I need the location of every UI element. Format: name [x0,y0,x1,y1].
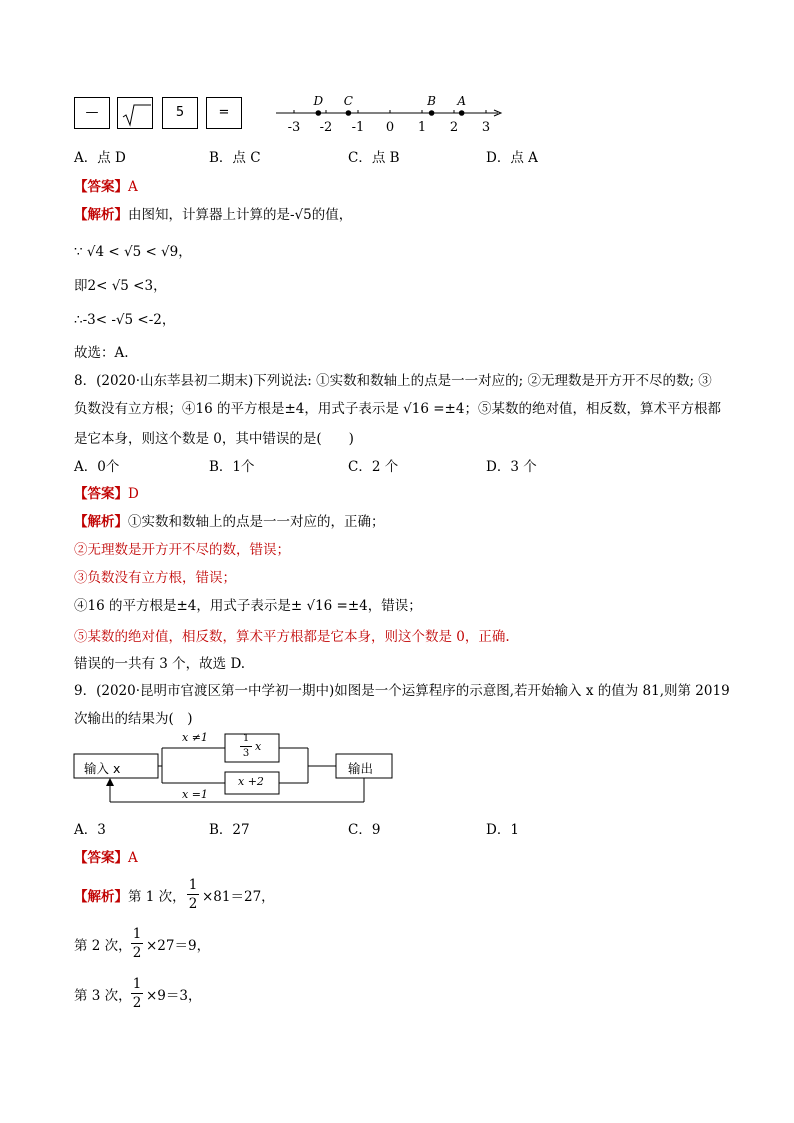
q8-options [74,455,574,475]
q8-option-b: B．1个 [209,459,255,475]
number-line-tick-label: 3 [481,120,491,132]
q8-analysis-line3: ③负数没有立方根，错误； [74,570,236,586]
number-line-tick-label: 1 [417,120,427,132]
q9-analysis-step1: 【解析】第 1 次， 1 2 ×81＝27， [74,877,275,912]
number-line-point-label: B [427,94,437,108]
q9-stem-line2: 次输出的结果为( ) [74,711,193,727]
number-line-point-a [459,110,465,116]
q8-analysis-line2: ②无理数是开方开不尽的数，错误； [74,542,290,558]
number-line [270,92,510,132]
q7-analysis-line4: ∴-3< -√5 <-2， [74,312,176,328]
q7-analysis-line2: ∵ √4 < √5 < √9， [74,244,192,260]
number-line-point-label: C [343,94,353,108]
flowchart-op-top-var: x [255,740,262,753]
q7-answer: 【答案】A [74,179,138,195]
q8-analysis-line6: 错误的一共有 3 个，故选 D. [74,656,246,672]
q9-option-c: C．9 [348,822,381,838]
number-line-point-c [346,110,352,116]
q7-analysis-line1: 【解析】由图知，计算器上计算的是-√5的值， [74,207,353,223]
q8-answer: 【答案】D [74,486,139,502]
number-line-tick-label: 2 [449,120,459,132]
number-line-tick-label: -2 [319,120,333,132]
q9-options [74,818,574,838]
flowchart-op-top-fraction: 1 3 [240,734,252,759]
q7-option-a: A．点 D [74,150,126,166]
step3-fraction: 1 2 [132,976,142,1011]
q8-analysis-line1: 【解析】①实数和数轴上的点是一一对应的，正确； [74,514,385,530]
calculator-key-5: 5 [162,97,198,129]
q7-option-b: B．点 C [209,150,261,166]
q7-analysis-line3: 即2< √5 <3， [74,278,167,294]
sqrt-key-icon [119,99,152,128]
calculator-key-equals: = [206,97,242,129]
number-line-point-b [429,110,435,116]
flowchart-op-bottom: x +2 [238,775,264,788]
number-line-point-label: D [313,94,324,108]
flowchart-cond-top: x ≠1 [182,731,208,744]
flowchart-input-label: 输入 x [84,761,121,776]
flowchart-output-label: 输出 [348,761,374,776]
number-line-point-d [316,110,322,116]
q9-flowchart [70,728,400,806]
q9-analysis-step2: 第 2 次， 1 2 ×27＝9， [74,926,211,961]
step1-fraction: 1 2 [188,877,198,912]
number-line-tick-label: 0 [385,120,395,132]
q7-options [74,146,574,166]
q9-stem-line1: 9．(2020·昆明市官渡区第一中学初一期中)如图是一个运算程序的示意图,若开始输入 x 的值为 81,则第 2019 [74,683,730,699]
q8-stem-line2: 负数没有立方根；④16 的平方根是±4，用式子表示是 √16 =±4；⑤某数的绝对值，相反数，算术平方根都 [74,401,721,417]
calculator-key-sqrt [117,97,153,129]
q7-option-c: C．点 B [348,150,400,166]
q8-analysis-line4: ④16 的平方根是±4，用式子表示是± √16 =±4，错误； [74,598,422,614]
number-line-point-label: A [457,94,467,108]
calculator-key-minus: — [74,97,110,129]
q7-analysis-line5: 故选：A. [74,345,129,361]
q9-option-a: A．3 [74,822,106,838]
q7-option-d: D．点 A [486,150,538,166]
q8-stem-line3: 是它本身，则这个数是 0，其中错误的是( ) [74,431,354,447]
q8-stem-line1: 8．(2020·山东莘县初二期末)下列说法: ①实数和数轴上的点是一一对应的; ②无理数是开方开不尽的数; ③ [74,373,712,389]
q9-option-d: D．1 [486,822,519,838]
q8-option-a: A．0个 [74,459,120,475]
q8-analysis-line5: ⑤某数的绝对值，相反数，算术平方根都是它本身，则这个数是 0，正确. [74,629,510,645]
step2-fraction: 1 2 [132,926,142,961]
number-line-tick-label: -3 [287,120,301,132]
flowchart-cond-bottom: x =1 [182,788,208,801]
q9-answer: 【答案】A [74,850,138,866]
q9-option-b: B．27 [209,822,250,838]
q9-analysis-step3: 第 3 次， 1 2 ×9＝3， [74,976,202,1011]
number-line-tick-label: -1 [351,120,365,132]
q8-option-d: D．3 个 [486,459,537,475]
q8-option-c: C．2 个 [348,459,399,475]
